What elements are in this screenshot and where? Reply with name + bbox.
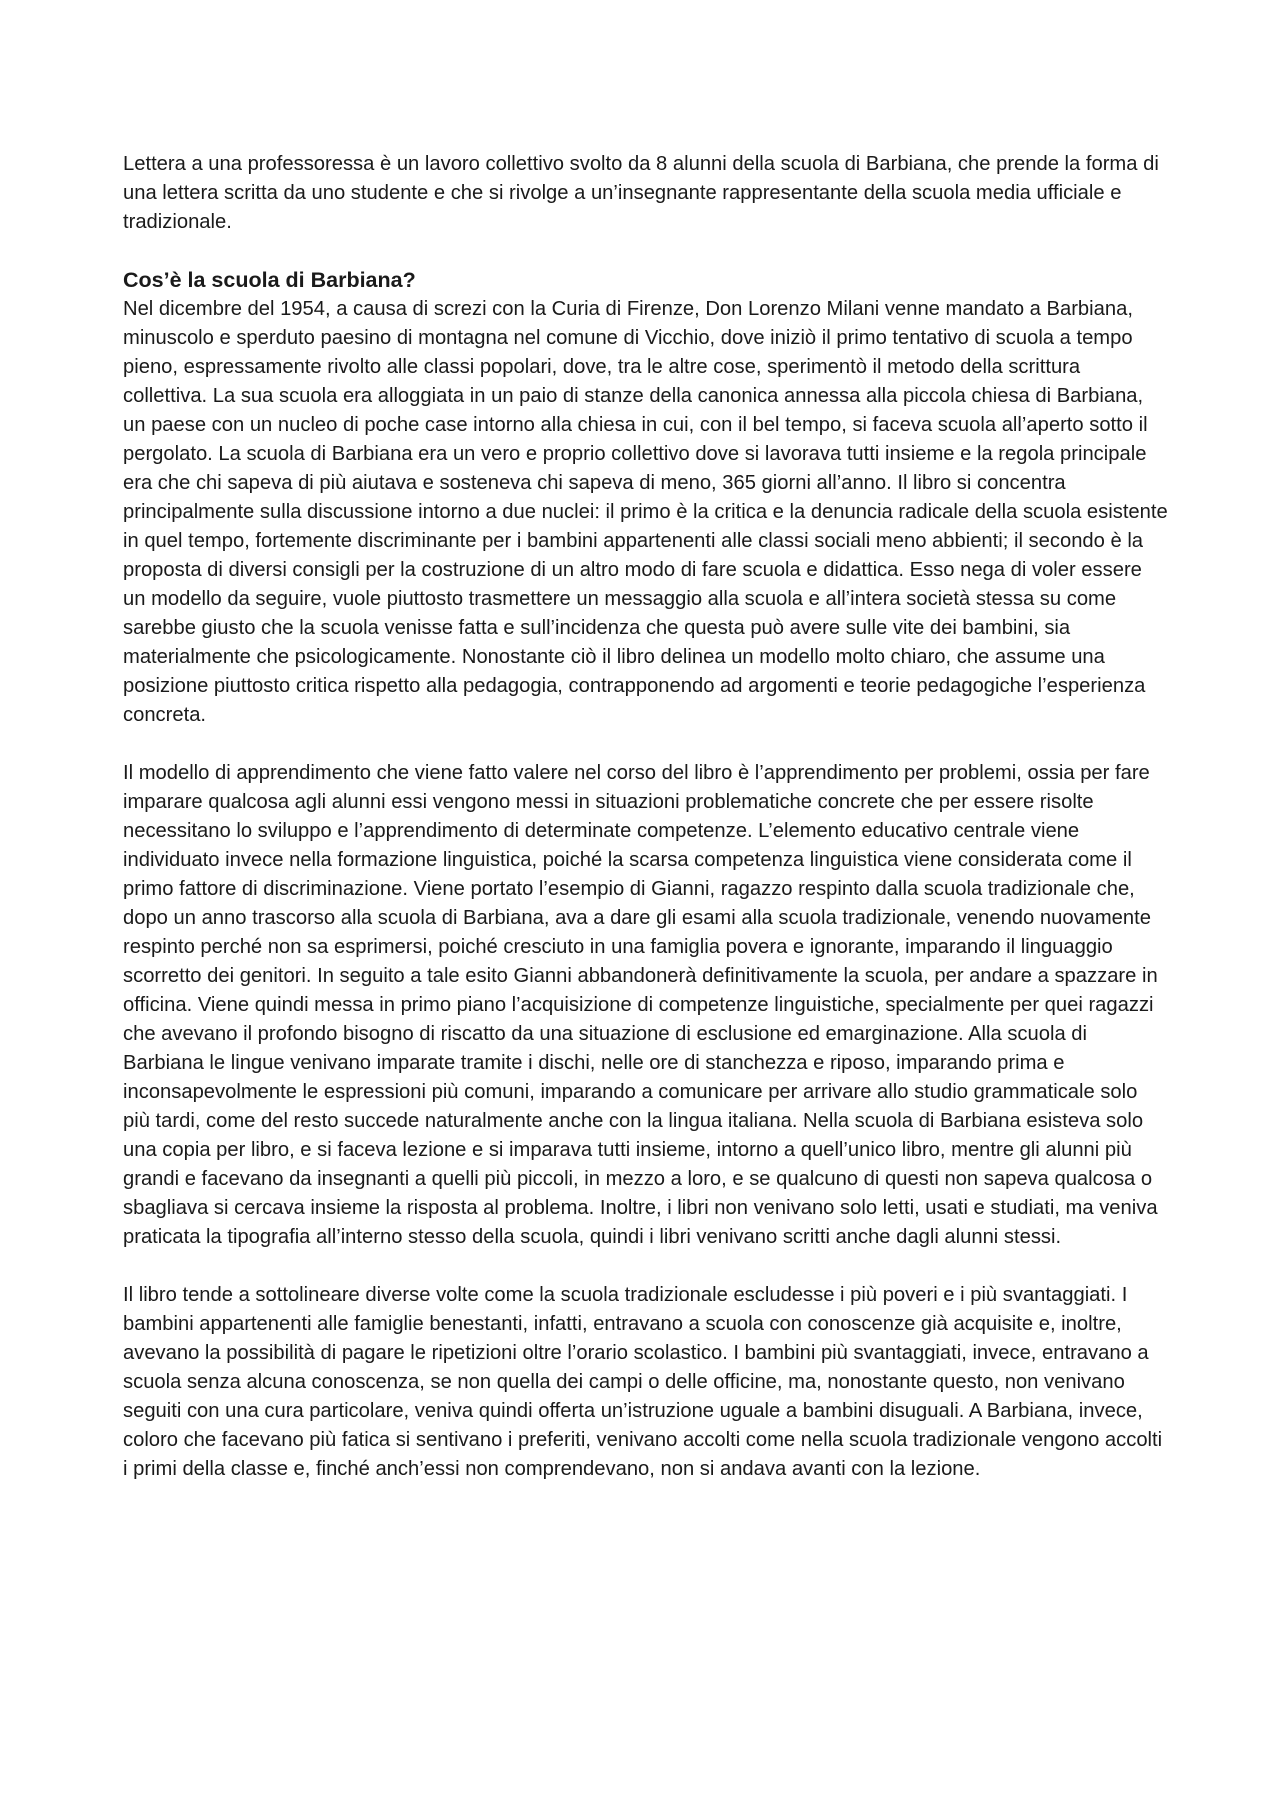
paragraph-2: Il modello di apprendimento che viene fatto valere nel corso del libro è l’apprendimento per problemi, ossia per fare imparare qualcosa agli alunni essi vengono messi in situazioni problematiche concrete che per essere risolte necessitano lo sviluppo e l’apprendimento di determinate competenze. L’elemento educativo centrale viene individuato invece nella formazione linguistica, poiché la scarsa competenza linguistica viene considerata come il primo fattore di discriminazione. Viene portato l’esempio di Gianni, ragazzo respinto dalla scuola tradizionale che, dopo un anno trascorso alla scuola di Barbiana, ava a dare gli esami alla scuola tradizionale, venendo nuovamente respinto perché non sa esprimersi, poiché cresciuto in una famiglia povera e ignorante, imparando il linguaggio scorretto dei genitori. In seguito a tale esito Gianni abbandonerà definitivamente la scuola, per andare a spazzare in officina. Viene quindi messa in primo piano l’acquisizione di competenze linguistiche, specialmente per quei ragazzi che avevano il profondo bisogno di riscatto da una situazione di esclusione ed emarginazione. Alla scuola di Barbiana le lingue venivano imparate tramite i dischi, nelle ore di stanchezza e riposo, imparando prima e inconsapevolmente le espressioni più comuni, imparando a comunicare per arrivare allo studio grammaticale solo più tardi, come del resto succede naturalmente anche con la lingua italiana. Nella scuola di Barbiana esisteva solo una copia per libro, e si faceva lezione e si imparava tutti insieme, intorno a quell’unico libro, mentre gli alunni più grandi e facevano da insegnanti a quelli più piccoli, in mezzo a loro, e se qualcuno di questi non sapeva qualcosa o sbagliava si cercava insieme la risposta al problema. Inoltre, i libri non venivano solo letti, usati e studiati, ma veniva praticata la tipografia all’interno stesso della scuola, quindi i libri venivano scritti anche dagli alunni stessi. [123, 762, 1158, 1248]
document-page [123, 150, 1168, 1513]
section-heading: Cos’è la scuola di Barbiana? [123, 268, 416, 292]
paragraph-3: Il libro tende a sottolineare diverse volte come la scuola tradizionale escludesse i più poveri e i più svantaggiati. I bambini appartenenti alle famiglie benestanti, infatti, entravano a scuola con conoscenze già acquisite e, inoltre, avevano la possibilità di pagare le ripetizioni oltre l’orario scolastico. I bambini più svantaggiati, invece, entravano a scuola senza alcuna conoscenza, se non quella dei campi o delle officine, ma, nonostante questo, non venivano seguiti con una cura particolare, veniva quindi offerta un’istruzione uguale a bambini disuguali. A Barbiana, invece, coloro che facevano più fatica si sentivano i preferiti, venivano accolti come nella scuola tradizionale vengono accolti i primi della classe e, finché anch’essi non comprendevano, non si andava avanti con la lezione. [123, 1284, 1163, 1480]
intro-paragraph: Lettera a una professoressa è un lavoro collettivo svolto da 8 alunni della scuola di Barbiana, che prende la forma di una lettera scritta da uno studente e che si rivolge a un’insegnante rappresentante della scuola media ufficiale e tradizionale. [123, 153, 1159, 233]
paragraph-1: Nel dicembre del 1954, a causa di screzi con la Curia di Firenze, Don Lorenzo Milani venne mandato a Barbiana, minuscolo e sperduto paesino di montagna nel comune di Vicchio, dove iniziò il primo tentativo di scuola a tempo pieno, espressamente rivolto alle classi popolari, dove, tra le altre cose, sperimentò il metodo della scrittura collettiva. La sua scuola era alloggiata in un paio di stanze della canonica annessa alla piccola chiesa di Barbiana, un paese con un nucleo di poche case intorno alla chiesa in cui, con il bel tempo, si faceva scuola all’aperto sotto il pergolato. La scuola di Barbiana era un vero e proprio collettivo dove si lavorava tutti insieme e la regola principale era che chi sapeva di più aiutava e sosteneva chi sapeva di meno, 365 giorni all’anno. Il libro si concentra principalmente sulla discussione intorno a due nuclei: il primo è la critica e la denuncia radicale della scuola esistente in quel tempo, fortemente discriminante per i bambini appartenenti alle classi sociali meno abbienti; il secondo è la proposta di diversi consigli per la costruzione di un altro modo di fare scuola e didattica. Esso nega di voler essere un modello da seguire, vuole piuttosto trasmettere un messaggio alla scuola e all’intera società stessa su come sarebbe giusto che la scuola venisse fatta e sull’incidenza che questa può avere sulle vite dei bambini, sia materialmente che psicologicamente. Nonostante ciò il libro delinea un modello molto chiaro, che assume una posizione piuttosto critica rispetto alla pedagogia, contrapponendo ad argomenti e teorie pedagogiche l’esperienza concreta. [123, 298, 1168, 726]
